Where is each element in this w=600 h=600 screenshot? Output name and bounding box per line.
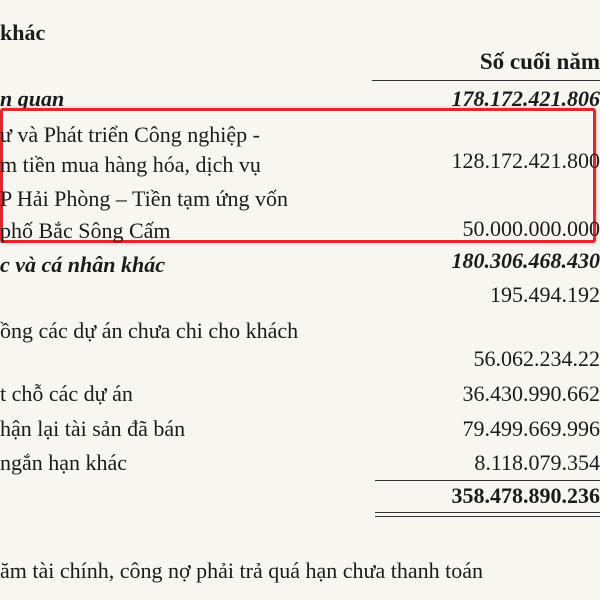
section-heading: khác xyxy=(0,20,46,45)
total-value: 358.478.890.236 xyxy=(451,483,600,508)
total-double-rule-bottom xyxy=(375,516,600,517)
row-value: 8.118.079.354 xyxy=(474,450,600,475)
row-label: hận lại tài sản đã bán xyxy=(0,416,186,441)
row-label: t chỗ các dự án xyxy=(0,381,133,406)
row-value: 50.000.000.000 xyxy=(462,216,600,241)
row-value: 195.494.192 xyxy=(490,282,600,307)
group-related-parties-label: n quan xyxy=(0,86,65,111)
row-value: 79.499.669.996 xyxy=(462,416,600,441)
row-label: ồng các dự án chưa chi cho khách xyxy=(0,318,299,343)
row-label: m tiền mua hàng hóa, dịch vụ xyxy=(0,152,261,177)
row-value: 56.062.234.22 xyxy=(473,346,600,371)
row-label: P Hải Phòng – Tiền tạm ứng vốn xyxy=(0,186,288,211)
group-related-parties-value: 178.172.421.806 xyxy=(451,86,600,111)
total-double-rule-top xyxy=(375,512,600,513)
row-label: ư và Phát triển Công nghiệp - xyxy=(0,122,260,147)
header-rule xyxy=(372,80,600,81)
subtotal-rule xyxy=(375,480,600,481)
row-label: ngắn hạn khác xyxy=(0,450,128,475)
row-value: 128.172.421.800 xyxy=(451,148,600,173)
row-value: 36.430.990.662 xyxy=(462,381,600,406)
column-header: Số cuối năm xyxy=(479,49,600,74)
footer-text: ăm tài chính, công nợ phải trả quá hạn chưa thanh toán xyxy=(0,558,483,583)
row-label: phố Bắc Sông Cấm xyxy=(0,218,171,243)
group-other-value: 180.306.468.430 xyxy=(451,248,600,273)
group-other-label: c và cá nhân khác xyxy=(0,252,165,277)
